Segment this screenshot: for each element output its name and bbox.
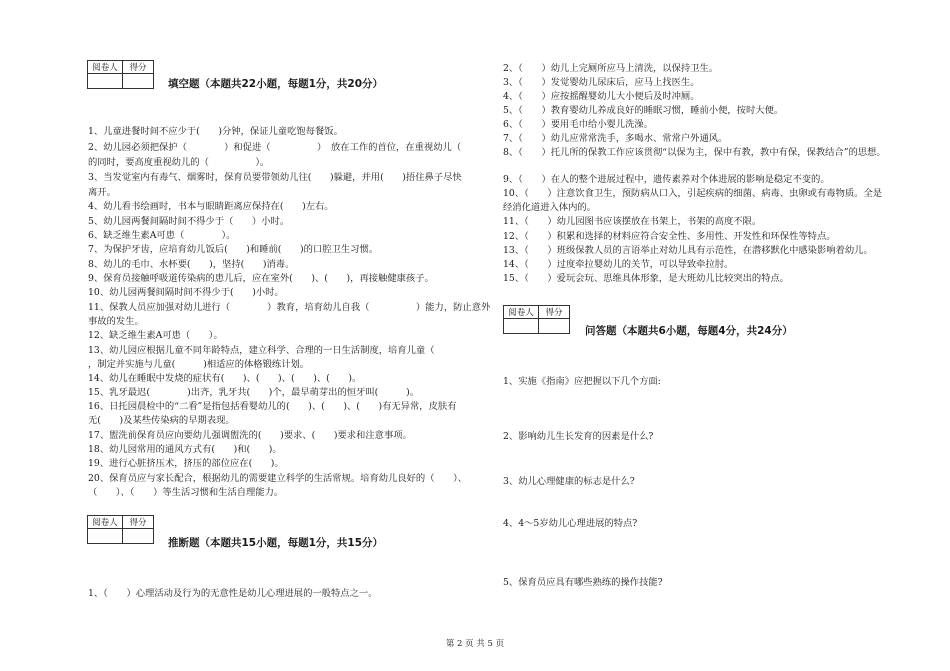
judge-question-line: 经消化道进入体内的。 [503, 202, 596, 213]
fill-question-line: 7、为保护牙齿，应培育幼儿饭后( )和睡前( )的口腔卫生习惯。 [88, 244, 379, 255]
score-label: 得分 [123, 61, 154, 74]
reviewer-label: 阅卷人 [88, 516, 123, 529]
judge-question-line: 5、（ ）教育婴幼儿养成良好的睡眠习惯，睡前小便，按时大便。 [503, 105, 784, 116]
fill-question-line: 离开。 [88, 187, 116, 198]
judge-question-line: 7、（ ）幼儿应常常洗手，多喝水、常常户外通风。 [503, 133, 728, 144]
fill-question-line: （ ）、（ ）等生活习惯和生活自理能力。 [88, 487, 284, 498]
fill-question-line: 20、保育员应与家长配合，根据幼儿的需要建立科学的生活常规。培育幼儿良好的（ ）、 [88, 473, 468, 484]
fill-question-line: 事故的发生。 [88, 316, 144, 327]
score-cell[interactable] [123, 529, 154, 544]
qa-question-line: 3、幼儿心理健康的标志是什么? [503, 476, 635, 487]
reviewer-cell[interactable] [88, 74, 123, 89]
reviewer-label: 阅卷人 [88, 61, 123, 74]
fill-question-line: 13、幼儿园应根据儿童不同年龄特点，建立科学、合理的一日生活制度，培育儿童（ [88, 345, 435, 356]
score-box-qa [503, 305, 570, 334]
fill-question-line: 5、幼儿园两餐间隔时间不得少于（ ）小时。 [88, 216, 290, 227]
page-number: 第 2 页 共 5 页 [445, 639, 505, 649]
fill-question-line: 4、幼儿看书绘画时，书本与眼睛距离应保持在( )左右。 [88, 201, 334, 212]
judge-question-line: 1、（ ）心理活动及行为的无意性是幼儿心理进展的一般特点之一。 [88, 588, 378, 599]
fill-question-line: 无( )及某些传染病的早期表现。 [88, 415, 235, 426]
qa-question-line: 4、4～5岁幼儿心理进展的特点? [503, 518, 638, 529]
score-box-judge [87, 515, 154, 544]
fill-question-line: 11、保教人员应加强对幼儿进行（ ）教育，培育幼儿自我（ ）能力，防止意外 [88, 302, 491, 313]
judge-question-line: 9、（ ）在人的整个进展过程中，遗传素养对个体进展的影响是稳定不变的。 [503, 174, 830, 185]
fill-question-line: 的同时，要高度重视幼儿的（ ）。 [88, 157, 270, 168]
reviewer-label: 阅卷人 [504, 306, 539, 319]
section-title-qa: 问答题（本题共6小题，每题4分，共24分） [585, 325, 793, 337]
score-box-fill [87, 60, 154, 89]
fill-question-line: 15、乳牙最迟( )出齐，乳牙共( )个，最早萌芽出的恒牙叫( )。 [88, 387, 420, 398]
fill-question-line: 19、进行心脏挤压术，挤压的部位应在( )。 [88, 458, 284, 469]
judge-question-line: 6、（ ）要用毛巾给小婴儿洗澡。 [503, 119, 654, 130]
section-title-fill: 填空题（本题共22小题，每题1分，共20分） [168, 78, 384, 90]
judge-question-line: 10、（ ）注意饮食卫生，预防病从口入，引起疾病的细菌、病毒、虫卵或有毒物质。全是 [503, 188, 883, 199]
fill-question-line: 2、幼儿园必须把保护（ ）和促进（ ） 放在工作的首位，在重视幼儿（ [88, 142, 462, 153]
score-cell[interactable] [123, 74, 154, 89]
judge-question-line: 12、（ ）积累和选择的材料应符合安全性、多用性、开发性和环保性等特点。 [503, 231, 836, 242]
judge-question-line: 8、（ ）托儿所的保教工作应该贯彻“以保为主，保中有教，教中有保，保教结合”的思想。 [503, 147, 886, 158]
qa-question-line: 2、影响幼儿生长发育的因素是什么? [503, 431, 654, 442]
fill-question-line: 18、幼儿园常用的通风方式有( )和( )。 [88, 444, 282, 455]
fill-question-line: 14、幼儿在睡眠中发烧的症状有( )、( )、( )、( )。 [88, 373, 362, 384]
judge-question-line: 11、（ ）幼儿园图书应该摆放在书架上，书架的高度不限。 [503, 216, 762, 227]
fill-question-line: 16、日托园晨检中的“二看”是指包括看婴幼儿的( )、( )、( )有无异常，皮肤有 [88, 401, 457, 412]
fill-question-line: 17、盥洗前保育员应向要幼儿强调盥洗的( )要求、( )要求和注意事项。 [88, 430, 412, 441]
judge-question-line: 15、（ ）爱玩会玩、思维具体形象，是大班幼儿比较突出的特点。 [503, 273, 790, 284]
score-cell[interactable] [539, 319, 570, 334]
score-label: 得分 [123, 516, 154, 529]
fill-question-line: 6、缺乏维生素A可患（ ）。 [88, 230, 236, 241]
reviewer-cell[interactable] [504, 319, 539, 334]
fill-question-line: 12、缺乏维生素A可患（ ）。 [88, 330, 223, 341]
judge-question-line: 13、（ ）班级保教人员的言语举止对幼儿具有示范性，在潜移默化中感染影响着幼儿。 [503, 245, 873, 256]
judge-question-line: 2、（ ）幼儿上完厕所应马上清洗，以保持卫生。 [503, 63, 719, 74]
fill-question-line: 10、幼儿园两餐间隔时间不得少于( )小时。 [88, 287, 284, 298]
fill-question-line: 1、儿童进餐时间不应少于( )分钟，保证儿童吃饱每餐饭。 [88, 126, 343, 137]
qa-question-line: 1、实施《指南》应把握以下几个方面: [503, 376, 661, 387]
fill-question-line: 9、保育员接触呼吸道传染病的患儿后，应在室外( )、( )，再接触健康孩子。 [88, 273, 434, 284]
score-label: 得分 [539, 306, 570, 319]
qa-question-line: 5、保育员应具有哪些熟练的操作技能? [503, 577, 663, 588]
reviewer-cell[interactable] [88, 529, 123, 544]
judge-question-line: 4、（ ）应按摇醒婴幼儿大小便后及时冲厕。 [503, 91, 700, 102]
judge-question-line: 14、（ ）过度牵拉婴幼儿的关节，可以导致牵拉肘。 [503, 259, 734, 270]
section-title-judge: 推断题（本题共15小题，每题1分，共15分） [168, 537, 384, 549]
fill-question-line: 3、当发觉室内有毒气、烟雾时，保育员要带领幼儿往( )躲避，并用( )捂住鼻子尽快 [88, 172, 462, 183]
judge-question-line: 3、（ ）发觉婴幼儿尿床后，应马上找医生。 [503, 77, 700, 88]
fill-question-line: ，制定并实施与儿童( )相适应的体格锻练计划。 [88, 359, 310, 370]
fill-question-line: 8、幼儿的毛巾、水杯要( )，坚持( )消毒。 [88, 259, 295, 270]
